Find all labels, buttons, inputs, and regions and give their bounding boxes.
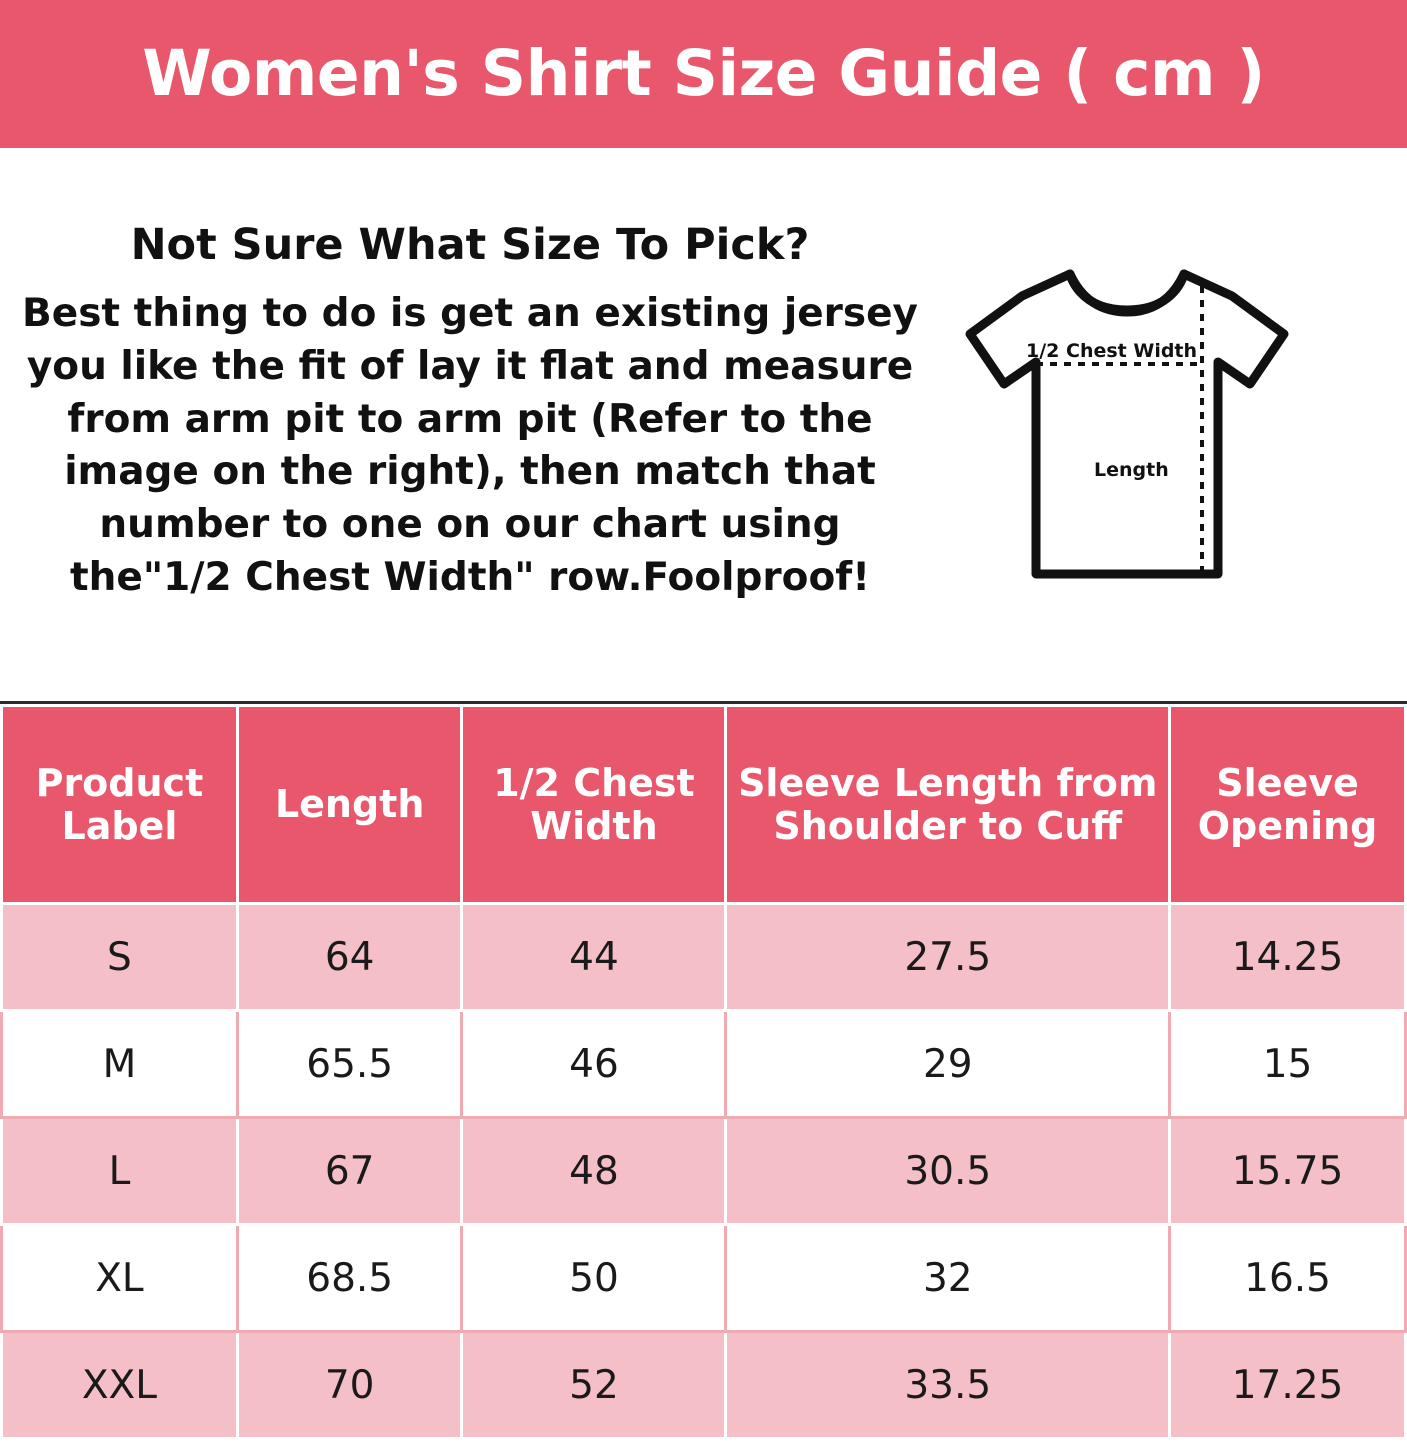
length-label: Length <box>1094 459 1169 481</box>
cell-size: L <box>2 1118 238 1225</box>
table-row <box>2 1118 1406 1225</box>
cell-size: M <box>2 1011 238 1118</box>
table-row <box>2 1011 1406 1118</box>
table-row <box>2 1225 1406 1332</box>
cell-half-chest-width: 46 <box>462 1011 726 1118</box>
column-header-sleeve-opening: Sleeve Opening <box>1170 706 1406 904</box>
cell-length: 68.5 <box>237 1225 462 1332</box>
cell-sleeve-opening: 17.25 <box>1170 1332 1406 1439</box>
table-header-row <box>2 706 1406 904</box>
cell-sleeve-opening: 14.25 <box>1170 904 1406 1011</box>
info-image-block <box>940 151 1407 701</box>
cell-length: 65.5 <box>237 1011 462 1118</box>
cell-sleeve-opening: 16.5 <box>1170 1225 1406 1332</box>
tshirt-icon <box>952 256 1302 596</box>
cell-half-chest-width: 48 <box>462 1118 726 1225</box>
cell-sleeve-opening: 15 <box>1170 1011 1406 1118</box>
column-header-half-chest-width: 1/2 Chest Width <box>462 706 726 904</box>
table-row <box>2 904 1406 1011</box>
column-header-length: Length <box>237 706 462 904</box>
info-section <box>0 151 1407 704</box>
cell-size: XL <box>2 1225 238 1332</box>
cell-sleeve-length: 29 <box>726 1011 1170 1118</box>
cell-sleeve-length: 30.5 <box>726 1118 1170 1225</box>
cell-sleeve-length: 33.5 <box>726 1332 1170 1439</box>
cell-length: 64 <box>237 904 462 1011</box>
page-title: Women's Shirt Size Guide ( cm ) <box>142 36 1265 110</box>
cell-sleeve-opening: 15.75 <box>1170 1118 1406 1225</box>
cell-length: 70 <box>237 1332 462 1439</box>
cell-half-chest-width: 52 <box>462 1332 726 1439</box>
cell-half-chest-width: 44 <box>462 904 726 1011</box>
table-row <box>2 1332 1406 1439</box>
cell-length: 67 <box>237 1118 462 1225</box>
cell-size: S <box>2 904 238 1011</box>
size-chart-table <box>0 704 1407 1440</box>
chest-width-label: 1/2 Chest Width <box>1026 340 1198 362</box>
info-body: Best thing to do is get an existing jersey you like the fit of lay it flat and measure from arm pit to arm pit (Refer to the image on the right), then match that number to one on our chart using the"1/2 Chest Width" row.Foolproof! <box>22 291 918 600</box>
info-heading: Not Sure What Size To Pick? <box>130 220 810 270</box>
tshirt-diagram <box>952 256 1302 596</box>
column-header-product-label: Product Label <box>2 706 238 904</box>
cell-half-chest-width: 50 <box>462 1225 726 1332</box>
info-text-block <box>0 151 940 604</box>
cell-sleeve-length: 27.5 <box>726 904 1170 1011</box>
page-title-banner <box>0 0 1407 151</box>
column-header-sleeve-length: Sleeve Length from Shoulder to Cuff <box>726 706 1170 904</box>
cell-sleeve-length: 32 <box>726 1225 1170 1332</box>
cell-size: XXL <box>2 1332 238 1439</box>
